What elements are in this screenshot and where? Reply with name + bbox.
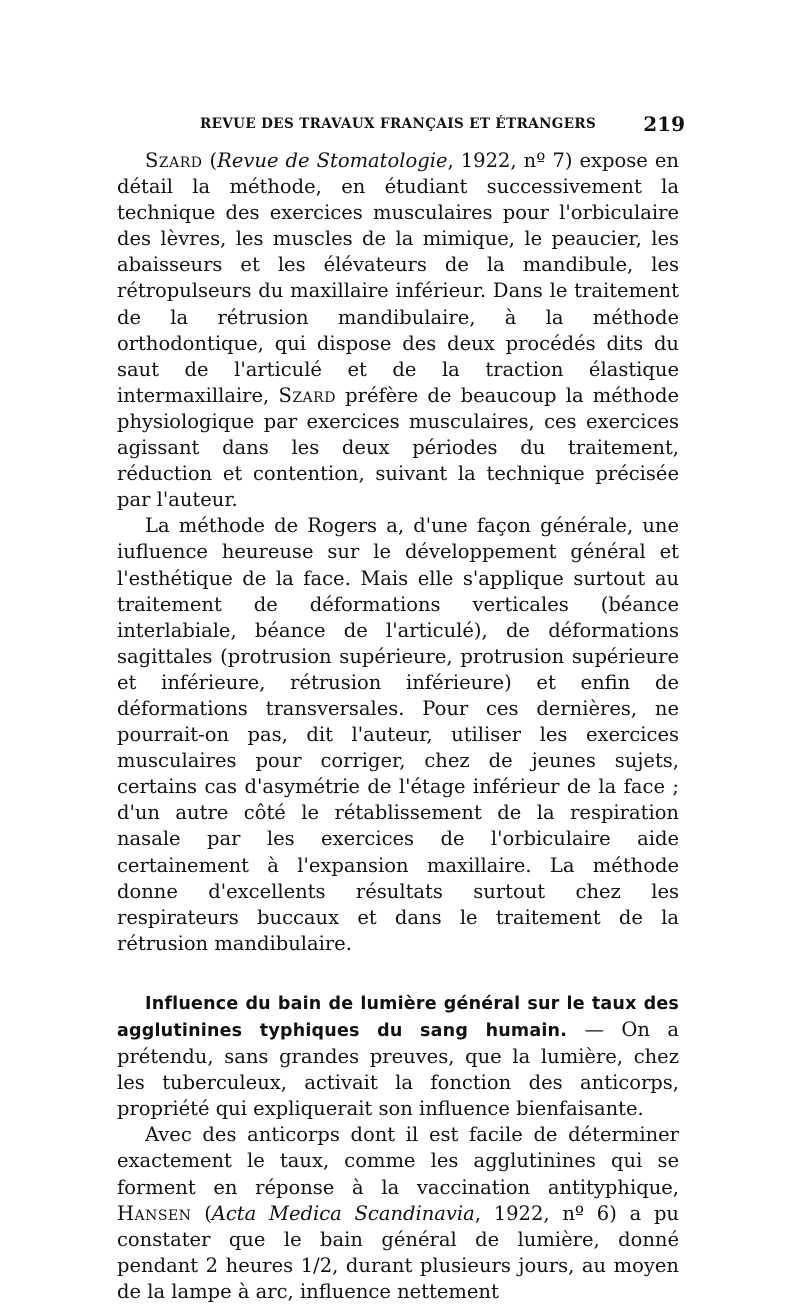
paragraph-text: , 1922, nº 6) a pu constater que le bain général de lumière, donné pendant 2 heures 1/2, durant plusieurs jours, au moyen de la lampe à arc, influence nettement <box>117 1201 679 1303</box>
paragraph-text: La méthode de Rogers a, d'une façon générale, une iufluence heureuse sur le développement général et l'esthétique de la face. Mais elle s'applique surtout au traitement de déformations verticales (béance interlabiale, béance de l'articulé), de déformations sagittales (protrusion supérieure, protrusion supérieure et inférieure, rétrusion inférieure) et enfin de déformations transversales. Pour ces dernières, ne pourrait-on pas, dit l'auteur, utiliser les exercices musculaires pour corriger, chez de jeunes sujets, certains cas d'asymétrie de l'étage inférieur de la face ; d'un autre côté le rétablissement de la respiration nasale par les exercices de l'orbiculaire aide certainement à l'expansion maxillaire. La méthode donne d'excellents résultats surtout chez les respirateurs buccaux et dans le traitement de la rétrusion mandibulaire. <box>117 514 679 955</box>
paragraph-text: préfère de beaucoup la méthode physiologique par exercices musculaires, ces exercices agissant dans les deux périodes du traitement, réduction et contention, suivant la technique précisée par l'auteur. <box>117 383 679 512</box>
paragraph-rogers-method <box>117 513 679 957</box>
journal-title: Acta Medica Scandinavia <box>211 1201 475 1225</box>
paragraph-hansen <box>117 1122 679 1305</box>
paragraph-text: — On a prétendu, sans grandes preuves, que la lumière, chez les tuberculeux, activait la fonction des anticorps, propriété qui expliquerait son influence bienfaisante. <box>117 1018 679 1121</box>
paragraph-text: , 1922, nº 7) expose en détail la méthode, en étudiant successivement la technique des exercices musculaires pour l'orbiculaire des lèvres, les muscles de la mimique, le peaucier, les abaisseurs et les élévateurs de la mandibule, les rétropulseurs du maxillaire inférieur. Dans le traitement de la rétrusion mandibulaire, à la méthode orthodontique, qui dispose des deux procédés dits du saut de l'articulé et de la traction élastique intermaxillaire, <box>117 149 679 407</box>
running-title: REVUE DES TRAVAUX FRANÇAIS ET ÉTRANGERS <box>200 116 597 132</box>
author-name: Szard <box>145 149 203 172</box>
citation-open: ( <box>202 149 218 172</box>
author-name: Hansen <box>117 1201 192 1225</box>
paragraph-text: Avec des anticorps dont il est facile de déterminer exactement le taux, comme les agglutinines qui se forment en réponse à la vaccination antityphique, <box>117 1123 679 1199</box>
page-number: 219 <box>643 112 685 136</box>
paragraph-light-bath <box>117 990 679 1122</box>
citation-open: ( <box>191 1201 212 1225</box>
journal-title: Revue de Stomatologie <box>217 149 448 172</box>
section-title: Influence du bain de lumière général sur le taux des agglutinines typhiques du sang humain. <box>117 993 679 1041</box>
author-name: Szard <box>278 383 336 407</box>
running-header <box>117 112 685 142</box>
document-page <box>117 112 685 1305</box>
paragraph-szard <box>117 148 679 513</box>
